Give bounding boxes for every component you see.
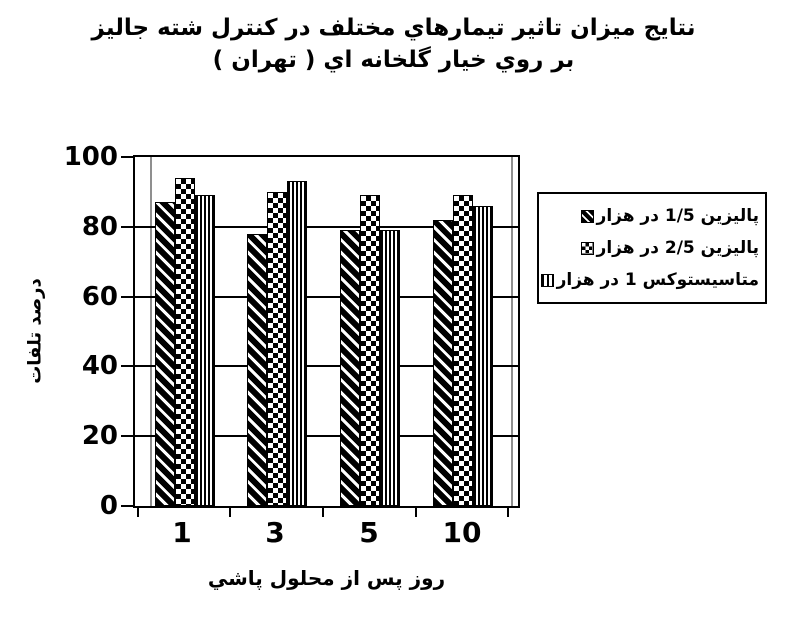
plot-area <box>133 155 520 508</box>
bar-series2-day1 <box>175 178 195 506</box>
vertical-stripes-swatch-icon <box>541 274 554 287</box>
bar-series3-day3 <box>287 181 307 506</box>
y-tick-label: 40 <box>81 351 118 382</box>
y-tick-label: 0 <box>99 491 118 521</box>
y-tick-mark <box>121 435 133 437</box>
chart-title-line1: نتايج ميزان تاثير تيمارهاي مختلف در كنترل شته جاليز <box>91 15 696 41</box>
chart-title <box>0 12 787 76</box>
bar-series1-day10 <box>433 220 453 506</box>
x-tick-label: 1 <box>172 516 192 549</box>
y-axis-labels <box>30 142 118 521</box>
y-tick-mark <box>121 365 133 367</box>
plot-wall-line-left <box>150 157 152 506</box>
bar-series1-day1 <box>155 202 175 506</box>
diagonal-stripes-swatch-icon <box>581 210 594 223</box>
y-tick-mark <box>121 156 133 158</box>
x-axis-title: روز پس از محلول پاشي <box>207 566 446 590</box>
y-tick-label: 80 <box>81 211 118 242</box>
bar-group-10 <box>433 195 493 506</box>
bar-series3-day1 <box>195 195 215 506</box>
x-axis-labels <box>135 516 518 550</box>
y-tick-label: 100 <box>63 142 118 172</box>
legend-label: متاسيستوكس 1 در هزار <box>556 270 759 290</box>
y-tick-mark <box>121 296 133 298</box>
chart-title-line2: بر روي خيار گلخانه اي ( تهران ) <box>212 47 575 73</box>
checkerboard-swatch-icon <box>581 242 594 255</box>
bar-group-3 <box>247 181 307 506</box>
x-tick-label: 5 <box>359 516 379 549</box>
x-tick-label: 10 <box>442 516 482 549</box>
x-tick-label: 3 <box>265 516 285 549</box>
bar-series2-day3 <box>267 192 287 506</box>
bar-series2-day5 <box>360 195 380 506</box>
bar-series3-day10 <box>473 206 493 506</box>
legend-item-3 <box>545 270 759 290</box>
y-tick-mark <box>121 505 133 507</box>
legend-item-2 <box>545 238 759 258</box>
bar-series1-day3 <box>247 234 267 506</box>
y-tick-label: 20 <box>81 421 118 452</box>
bar-series2-day10 <box>453 195 473 506</box>
y-tick-mark <box>121 226 133 228</box>
plot-wall-line-right <box>511 157 513 506</box>
y-axis-title: درصد تلفات <box>24 278 46 384</box>
y-tick-label: 60 <box>81 281 118 312</box>
legend <box>537 192 767 304</box>
legend-label: پاليزين 2/5 در هزار <box>596 238 759 258</box>
bar-group-5 <box>340 195 400 506</box>
legend-item-1 <box>545 206 759 226</box>
bar-group-1 <box>155 178 215 506</box>
bar-series1-day5 <box>340 230 360 506</box>
legend-label: پاليزين 1/5 در هزار <box>596 206 759 226</box>
bar-series3-day5 <box>380 230 400 506</box>
y-axis-tick-marks <box>121 157 133 506</box>
